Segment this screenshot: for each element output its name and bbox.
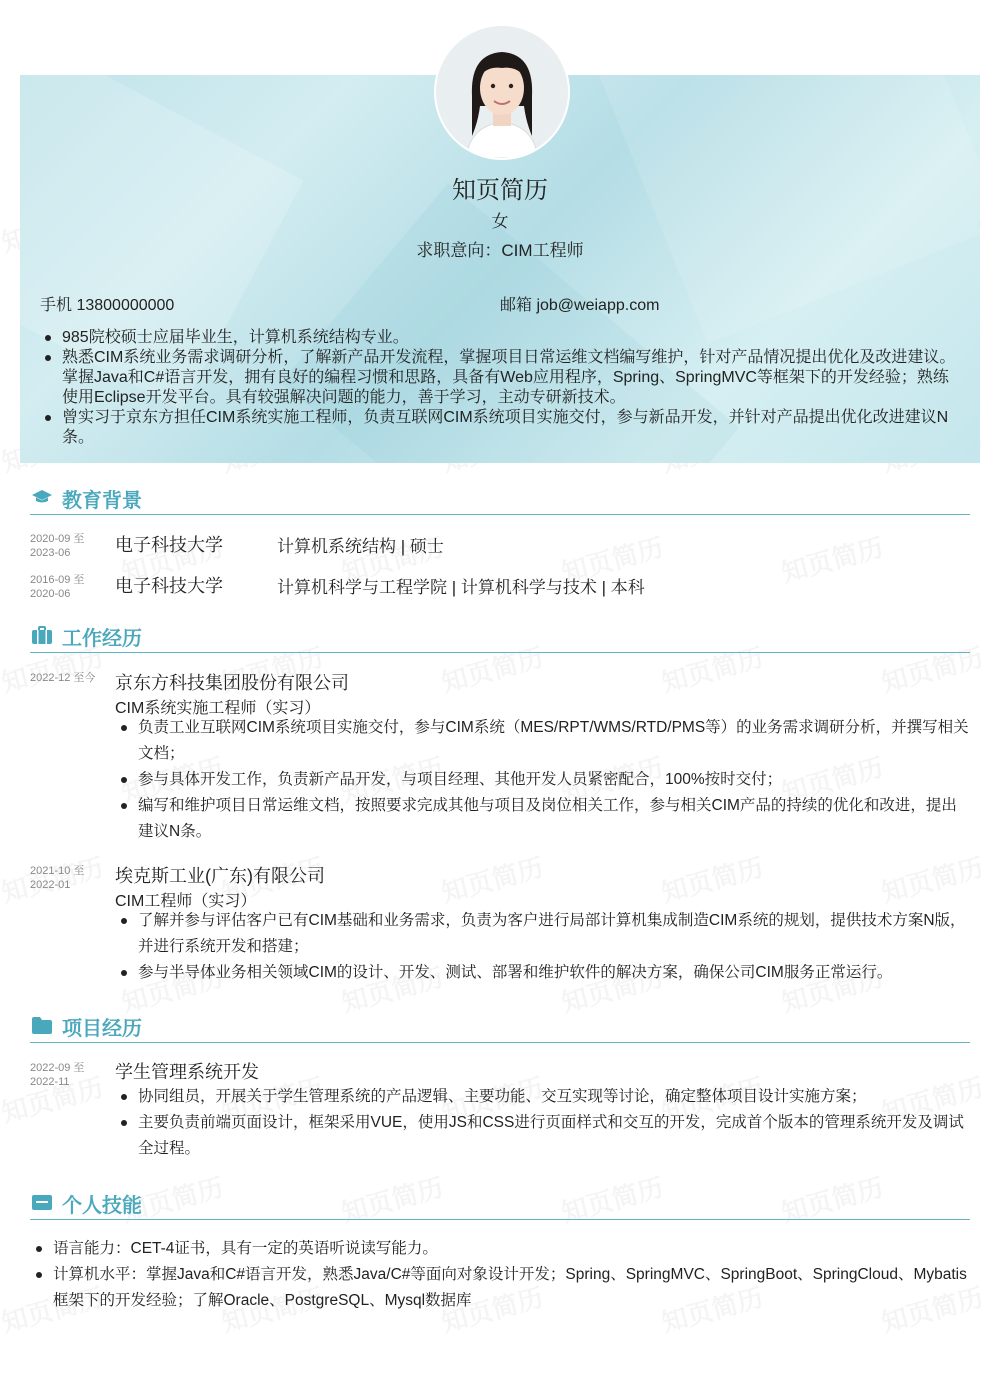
list-item: 负责工业互联网CIM系统项目实施交付，参与CIM系统（MES/RPT/WMS/RTD/PMS等）的业务需求调研分析，并撰写相关文档； xyxy=(115,715,971,767)
graduation-cap-icon xyxy=(32,488,52,506)
job-role: CIM工程师（实习） xyxy=(115,893,257,910)
education-detail: 计算机系统结构 | 硕士 xyxy=(277,537,444,556)
section-title: 个人技能 xyxy=(62,1195,142,1217)
watermark-text xyxy=(657,847,767,910)
list-item: 参与半导体业务相关领域CIM的设计、开发、测试、部署和维护软件的解决方案，确保公司CIM服务正常运行。 xyxy=(115,960,971,986)
list-item: 主要负责前端页面设计，框架采用VUE，使用JS和CSS进行页面样式和交互的开发，完成首个版本的管理系统开发及调试全过程。 xyxy=(115,1110,971,1162)
work-bullets xyxy=(115,715,971,845)
id-card-icon xyxy=(32,1193,52,1211)
date-end: 2020-06 xyxy=(30,588,71,600)
watermark-text xyxy=(437,847,547,910)
list-item: 参与具体开发工作，负责新产品开发，与项目经理、其他开发人员紧密配合，100%按时交付； xyxy=(115,767,971,793)
edu-date xyxy=(30,532,84,560)
folder-icon xyxy=(32,1016,52,1034)
section-projects-header xyxy=(30,1012,970,1043)
section-education-header xyxy=(30,484,970,515)
list-item: 语言能力：CET-4证书，具有一定的英语听说读写能力。 xyxy=(30,1236,972,1262)
date-start: 2022-09 至 xyxy=(30,1062,85,1074)
job-intent: 求职意向：CIM工程师 xyxy=(416,241,584,260)
date-start: 2021-10 至 xyxy=(30,865,85,877)
candidate-name: 知页简历 xyxy=(452,177,548,204)
avatar xyxy=(434,24,570,160)
section-work-header xyxy=(30,622,970,653)
candidate-gender: 女 xyxy=(491,212,509,231)
date-start: 2020-09 至 xyxy=(30,533,85,545)
work-bullets xyxy=(115,908,971,986)
phone-text: 手机 13800000000 xyxy=(40,297,175,314)
date-end: 2022-01 xyxy=(30,879,71,891)
section-title: 工作经历 xyxy=(62,628,142,650)
email-text: 邮箱 job@weiapp.com xyxy=(500,297,660,314)
watermark-text xyxy=(877,847,987,910)
project-bullets xyxy=(115,1084,971,1162)
section-title: 项目经历 xyxy=(62,1018,142,1040)
school-name: 电子科技大学 xyxy=(115,576,223,596)
briefcase-icon xyxy=(32,626,52,644)
skills-list xyxy=(30,1236,972,1314)
section-title: 教育背景 xyxy=(62,490,142,512)
summary-list xyxy=(40,328,962,448)
school-name: 电子科技大学 xyxy=(115,535,223,555)
work-date xyxy=(30,864,84,892)
summary-item: 985院校硕士应届毕业生，计算机系统结构专业。 xyxy=(40,328,962,348)
summary-item: 熟悉CIM系统业务需求调研分析，了解新产品开发流程，掌握项目日常运维文档编写维护，针对产品情况提出优化及改进建议。掌握Java和C#语言开发，拥有良好的编程习惯和思路，具备有Web应用程序，Spring、SpringMVC等框架下的开发经验；熟练使用Eclipse开发平台。具有较强解决问题的能力，善于学习，主动专研新技术。 xyxy=(40,348,962,408)
list-item: 了解并参与评估客户已有CIM基础和业务需求，负责为客户进行局部计算机集成制造CIM系统的规划，提供技术方案N版，并进行系统开发和搭建； xyxy=(115,908,971,960)
date-start: 2016-09 至 xyxy=(30,574,85,586)
list-item: 计算机水平：掌握Java和C#语言开发，熟悉Java/C#等面向对象设计开发；Spring、SpringMVC、SpringBoot、SpringCloud、Mybatis框架下的开发经验；了解Oracle、PostgreSQL、Mysql数据库 xyxy=(30,1262,972,1314)
project-date xyxy=(30,1061,84,1089)
date-end: 2022-11 xyxy=(30,1076,70,1088)
job-role: CIM系统实施工程师（实习） xyxy=(115,700,321,717)
work-date xyxy=(30,671,95,685)
company-name: 京东方科技集团股份有限公司 xyxy=(115,673,349,693)
company-name: 埃克斯工业(广东)有限公司 xyxy=(115,866,325,886)
date-end: 2023-06 xyxy=(30,547,71,559)
date-start: 2022-12 至今 xyxy=(30,672,96,684)
education-detail: 计算机科学与工程学院 | 计算机科学与技术 | 本科 xyxy=(277,578,645,597)
list-item: 编写和维护项目日常运维文档，按照要求完成其他与项目及岗位相关工作，参与相关CIM产品的持续的优化和改进，提出建议N条。 xyxy=(115,793,971,845)
watermark-text xyxy=(777,527,887,590)
avatar-photo xyxy=(436,26,568,158)
summary-item: 曾实习于京东方担任CIM系统实施工程师，负责互联网CIM系统项目实施交付，参与新品开发，并针对产品提出优化改进建议N条。 xyxy=(40,408,962,448)
project-name: 学生管理系统开发 xyxy=(115,1062,259,1082)
edu-date xyxy=(30,573,84,601)
list-item: 协同组员，开展关于学生管理系统的产品逻辑、主要功能、交互实现等讨论，确定整体项目设计实施方案； xyxy=(115,1084,971,1110)
section-skills-header xyxy=(30,1189,970,1220)
